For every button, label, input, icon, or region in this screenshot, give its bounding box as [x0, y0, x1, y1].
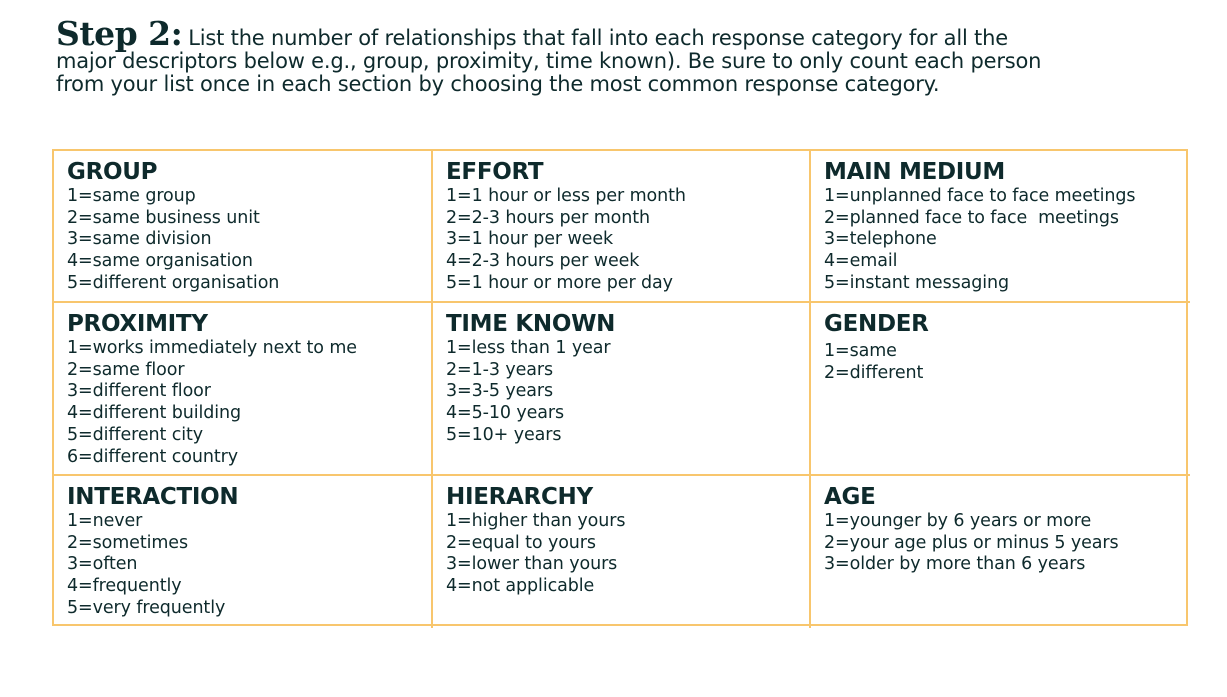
cell-time-known	[433, 303, 811, 476]
instructions-line-3: from your list once in each section by choosing the most common response category.	[56, 72, 940, 96]
list-item: 1=younger by 6 years or more	[824, 511, 1092, 531]
category-list	[67, 338, 431, 468]
list-item: 2=equal to yours	[446, 532, 596, 553]
list-item: 4=same organisation	[67, 251, 253, 272]
cell-age	[811, 476, 1190, 628]
list-item: 5=very frequently	[67, 597, 226, 618]
cell-title: EFFORT	[446, 159, 544, 185]
cell-title: MAIN MEDIUM	[824, 159, 1006, 185]
list-item: 2=sometimes	[67, 532, 188, 553]
list-item: 2=same floor	[67, 359, 185, 380]
cell-title: TIME KNOWN	[446, 311, 616, 337]
cell-effort	[433, 151, 811, 303]
list-item: 1=never	[67, 511, 143, 531]
category-list	[446, 186, 809, 295]
list-item: 1=less than 1 year	[446, 338, 611, 358]
cell-title: HIERARCHY	[446, 484, 593, 510]
list-item: 1=works immediately next to me	[67, 338, 357, 358]
cell-title: AGE	[824, 484, 876, 510]
instructions-line-1	[56, 14, 1206, 53]
instructions-text-1: List the number of relationships that fall into each response category for all the	[188, 26, 1008, 50]
list-item: 2=same business unit	[67, 207, 260, 228]
list-item: 2=your age plus or minus 5 years	[824, 532, 1119, 553]
list-item: 1=same	[824, 341, 897, 361]
list-item: 3=1 hour per week	[446, 229, 614, 250]
list-item: 4=2-3 hours per week	[446, 251, 640, 272]
list-item: 2=planned face to face meetings	[824, 207, 1119, 228]
list-item: 5=10+ years	[446, 424, 562, 445]
list-item: 1=1 hour or less per month	[446, 186, 686, 206]
category-list	[824, 511, 1190, 576]
list-item: 3=lower than yours	[446, 554, 618, 575]
list-item: 5=different city	[67, 424, 204, 445]
list-item: 4=not applicable	[446, 576, 595, 597]
cell-title: GENDER	[824, 311, 929, 337]
cell-title: INTERACTION	[67, 484, 239, 510]
list-item: 3=telephone	[824, 229, 937, 250]
cell-interaction	[54, 476, 433, 628]
category-list	[67, 511, 431, 620]
list-item: 3=older by more than 6 years	[824, 554, 1086, 575]
cell-proximity	[54, 303, 433, 476]
list-item: 2=1-3 years	[446, 359, 554, 380]
list-item: 3=different floor	[67, 381, 211, 402]
list-item: 5=1 hour or more per day	[446, 272, 673, 293]
category-list	[67, 186, 431, 295]
category-list	[824, 341, 1190, 384]
list-item: 1=same group	[67, 186, 196, 206]
list-item: 4=5-10 years	[446, 403, 565, 424]
category-list	[824, 186, 1190, 295]
list-item: 3=3-5 years	[446, 381, 554, 402]
list-item: 2=2-3 hours per month	[446, 207, 651, 228]
descriptor-table	[52, 149, 1188, 626]
step-2-instructions	[56, 14, 1206, 96]
list-item: 4=different building	[67, 403, 242, 424]
list-item: 3=often	[67, 554, 138, 575]
list-item: 2=different	[824, 362, 924, 383]
cell-gender	[811, 303, 1190, 476]
list-item: 6=different country	[67, 446, 238, 467]
step-label: Step 2:	[56, 14, 183, 53]
list-item: 5=different organisation	[67, 272, 280, 293]
cell-group	[54, 151, 433, 303]
list-item: 5=instant messaging	[824, 272, 1010, 293]
list-item: 1=unplanned face to face meetings	[824, 186, 1136, 206]
list-item: 4=email	[824, 251, 898, 272]
category-list	[446, 511, 809, 598]
cell-hierarchy	[433, 476, 811, 628]
cell-title: GROUP	[67, 159, 158, 185]
instructions-line-2: major descriptors below e.g., group, proximity, time known). Be sure to only count each person	[56, 49, 1042, 73]
cell-main-medium	[811, 151, 1190, 303]
cell-title: PROXIMITY	[67, 311, 208, 337]
list-item: 3=same division	[67, 229, 212, 250]
list-item: 4=frequently	[67, 576, 182, 597]
list-item: 1=higher than yours	[446, 511, 626, 531]
category-list	[446, 338, 809, 447]
